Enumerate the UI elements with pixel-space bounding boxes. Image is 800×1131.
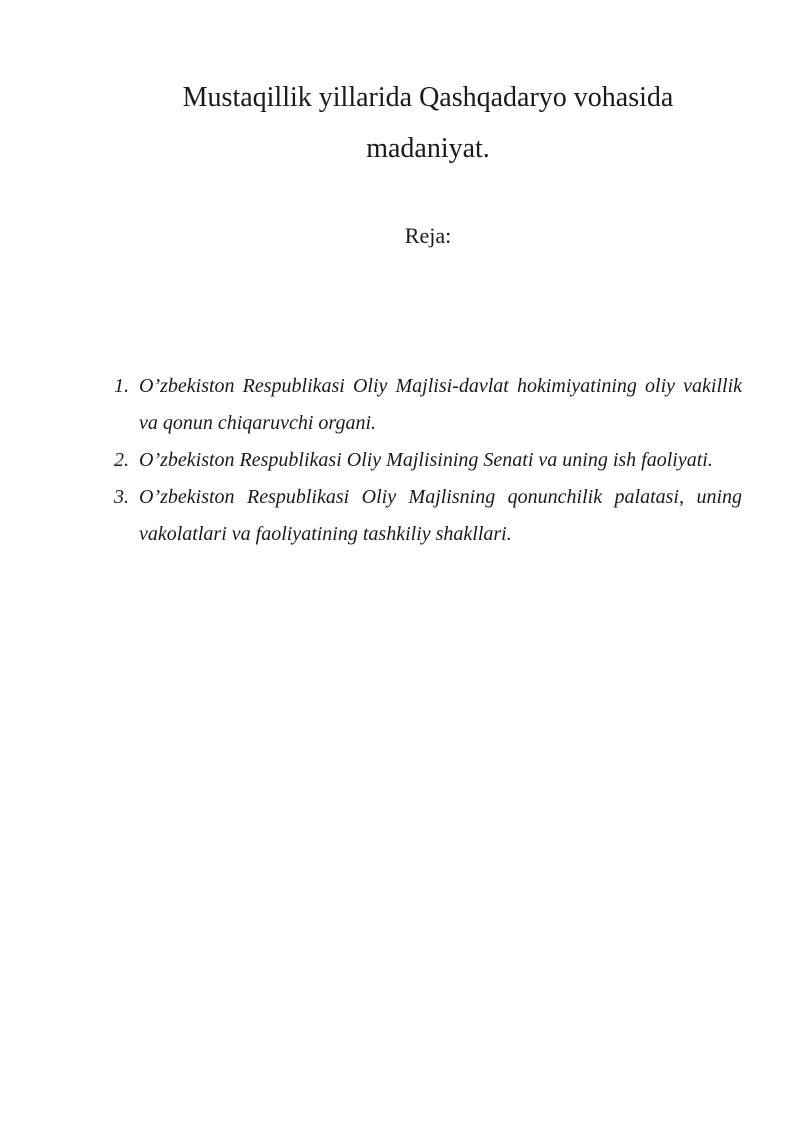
plan-item-1 (110, 368, 742, 442)
title-line-1: Mustaqillik yillarida Qashqadaryo vohasida (182, 82, 674, 113)
plan-heading: Reja: (404, 223, 452, 248)
plan-item-text: O’zbekiston Respublikasi Oliy Majlisining Senati va uning ish faoliyati. (139, 449, 713, 471)
plan-item-2 (110, 442, 742, 479)
plan-item-3 (110, 479, 742, 553)
plan-item-text: O’zbekiston Respublikasi Oliy Majlisning qonunchilik palatasi, uning vakolatlari va faoliyatining tashkiliy shakllari. (139, 486, 742, 545)
plan-list (110, 368, 742, 553)
plan-item-text: O’zbekiston Respublikasi Oliy Majlisi-davlat hokimiyatining oliy vakillik va qonun chiqaruvchi organi. (139, 375, 742, 434)
document-title (100, 72, 756, 174)
plan-item-number: 2. (114, 449, 129, 471)
plan-item-number: 3. (114, 486, 129, 508)
plan-item-number: 1. (114, 375, 129, 397)
title-line-2: madaniyat. (366, 133, 490, 164)
